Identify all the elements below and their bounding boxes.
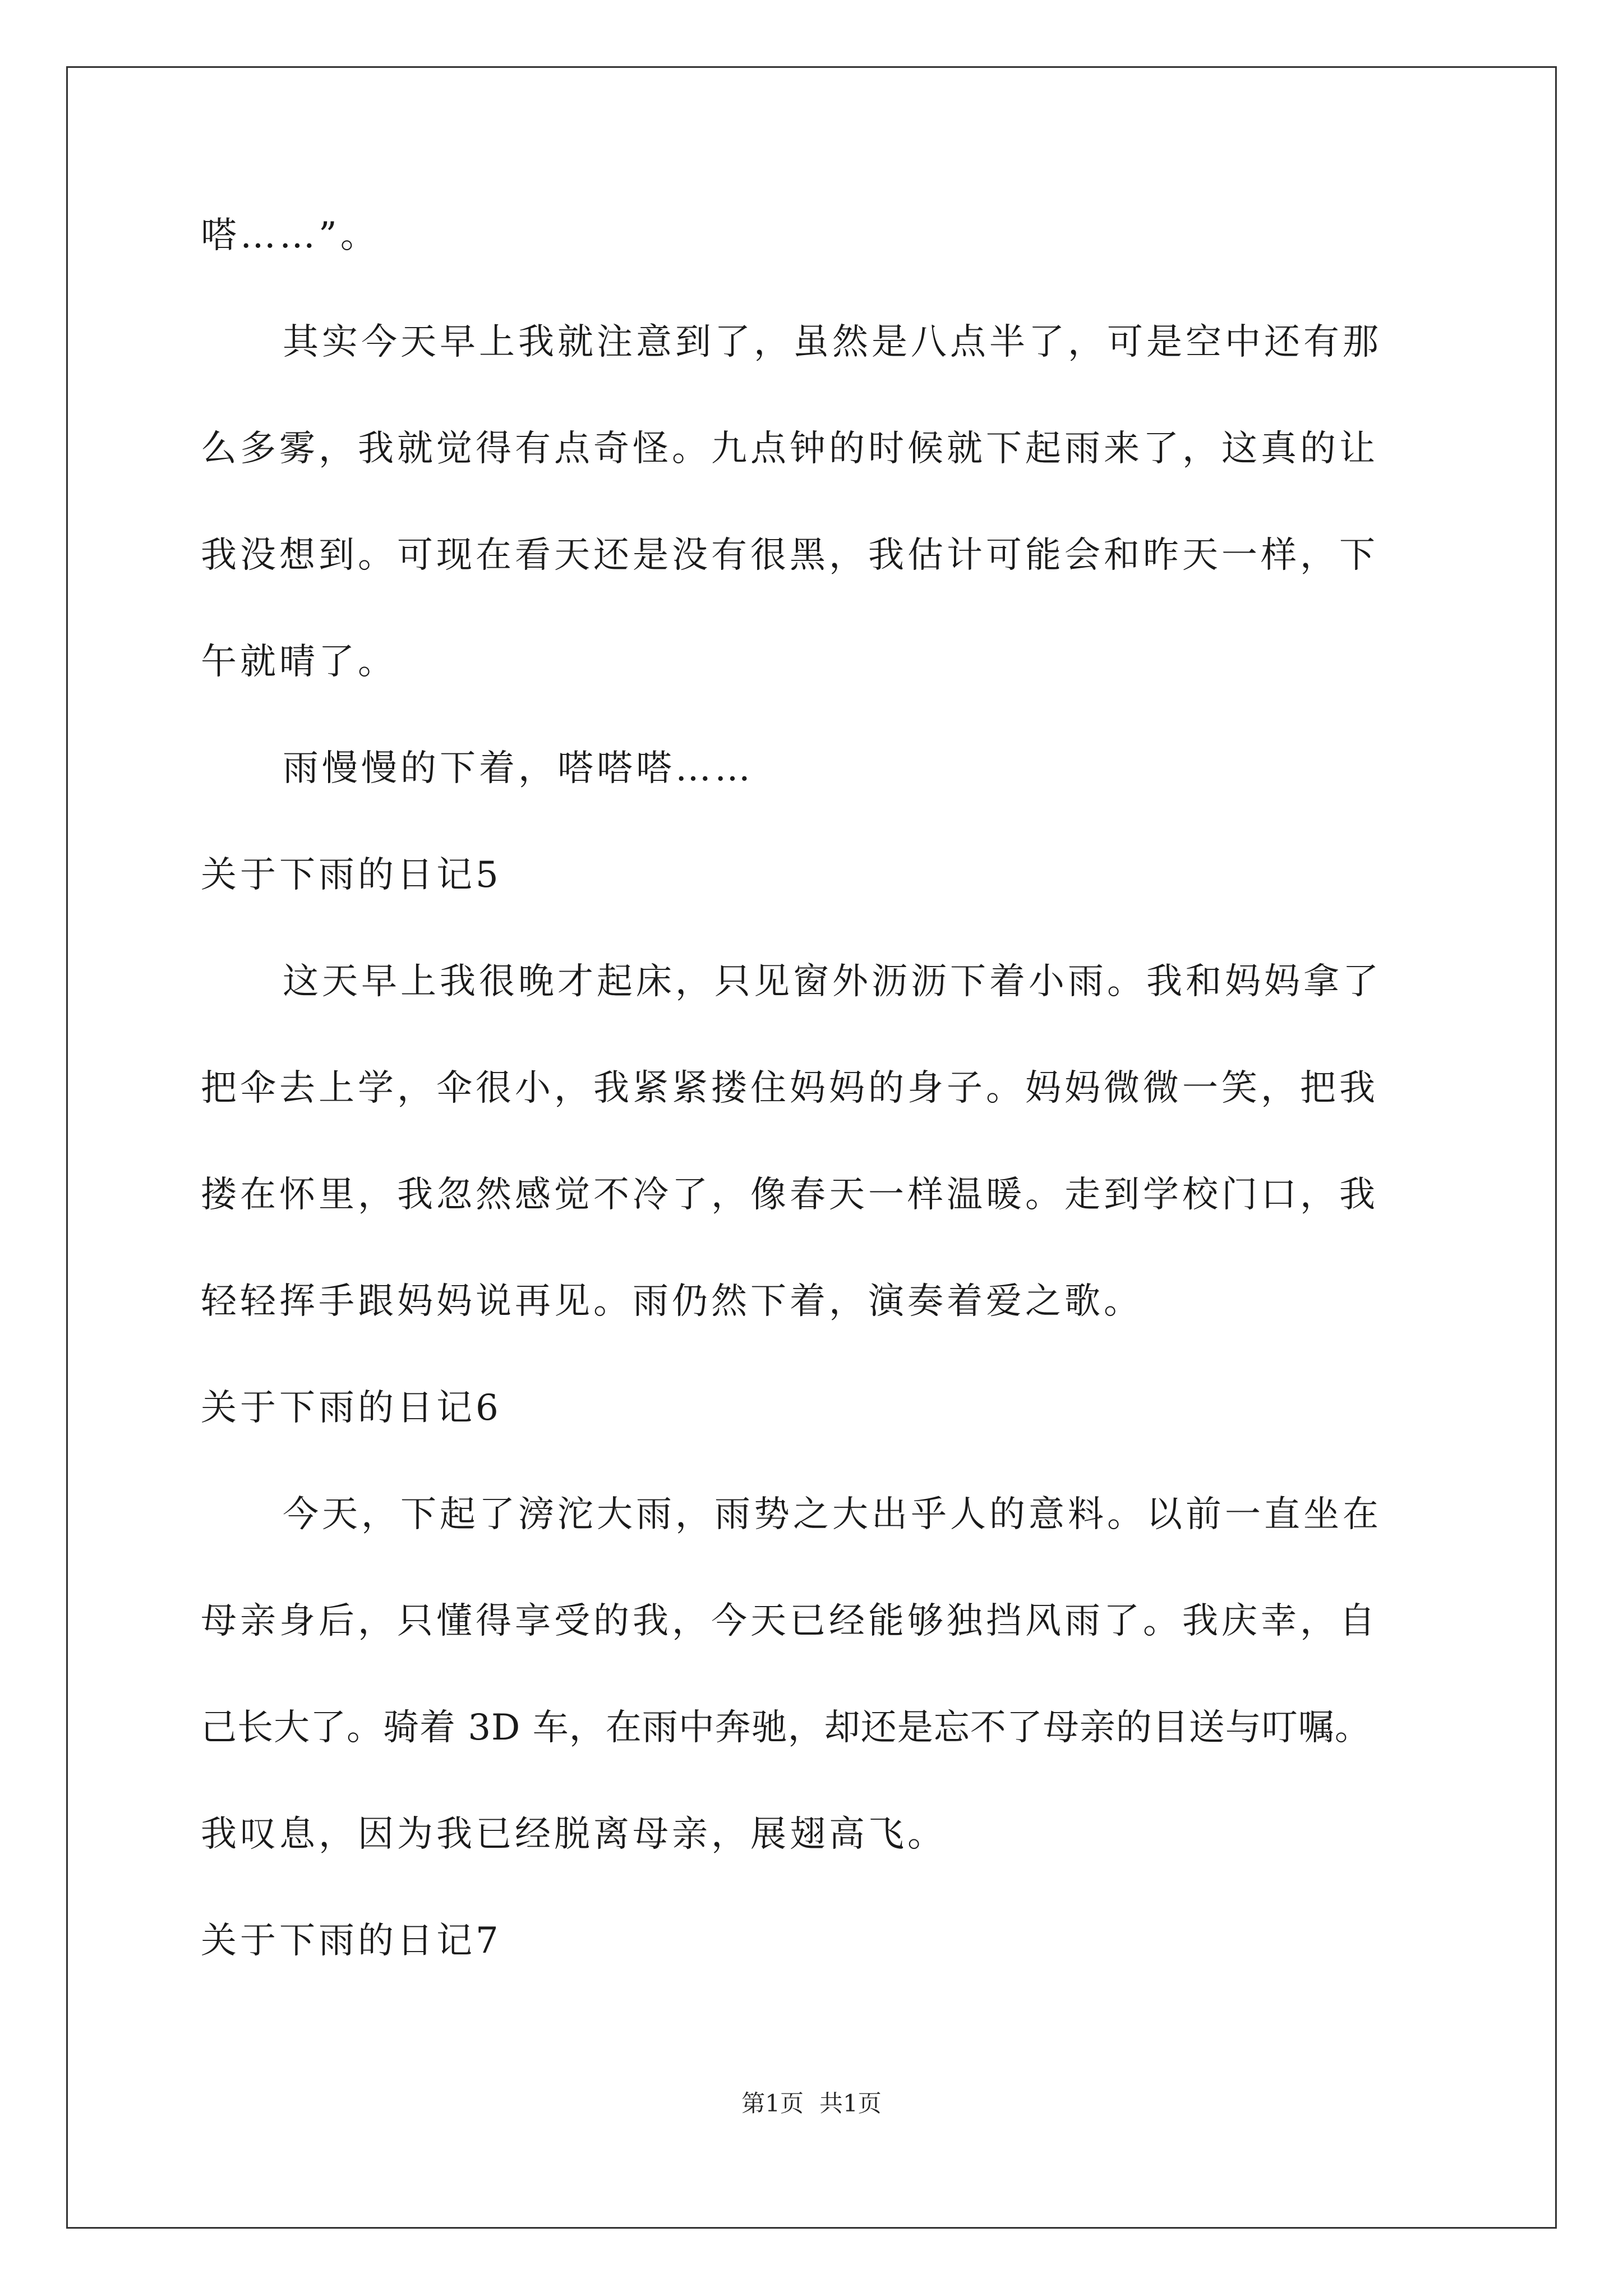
paragraph-line: 午就晴了。 <box>201 641 397 683</box>
page-footer <box>0 2090 1623 2118</box>
page-number: 第1页 <box>741 2090 804 2117</box>
paragraph-line: 己长大了。骑着 3D 车，在雨中奔驰，却还是忘不了母亲的目送与叮嘱。 <box>201 1707 1371 1749</box>
paragraph-line: 轻轻挥手跟妈妈说再见。雨仍然下着，演奏着爱之歌。 <box>201 1281 1143 1322</box>
paragraph-line: 今天，下起了滂沱大雨，雨势之大出乎人的意料。以前一直坐在 <box>283 1494 1382 1535</box>
paragraph-line: 雨慢慢的下着，嗒嗒嗒…… <box>283 748 754 789</box>
section-heading: 关于下雨的日记6 <box>201 1387 502 1429</box>
page-border <box>66 66 1557 2229</box>
paragraph-line: 其实今天早上我就注意到了，虽然是八点半了，可是空中还有那 <box>283 321 1382 363</box>
paragraph-line: 把伞去上学，伞很小，我紧紧搂住妈妈的身子。妈妈微微一笑，把我 <box>201 1068 1378 1109</box>
paragraph-line: 这天早上我很晚才起床，只见窗外沥沥下着小雨。我和妈妈拿了 <box>283 961 1382 1002</box>
section-heading: 关于下雨的日记5 <box>201 854 502 896</box>
page-total: 共1页 <box>819 2090 882 2117</box>
paragraph-line: 我叹息，因为我已经脱离母亲，展翅高飞。 <box>201 1814 947 1855</box>
paragraph-line: 么多雾，我就觉得有点奇怪。九点钟的时候就下起雨来了，这真的让 <box>201 428 1378 470</box>
section-heading: 关于下雨的日记7 <box>201 1920 502 1962</box>
paragraph-line: 嗒……”。 <box>201 215 380 256</box>
paragraph-line: 母亲身后，只懂得享受的我，今天已经能够独挡风雨了。我庆幸，自 <box>201 1600 1378 1642</box>
paragraph-line: 我没想到。可现在看天还是没有很黑，我估计可能会和昨天一样，下 <box>201 535 1378 576</box>
paragraph-line: 搂在怀里，我忽然感觉不冷了，像春天一样温暖。走到学校门口，我 <box>201 1174 1378 1216</box>
